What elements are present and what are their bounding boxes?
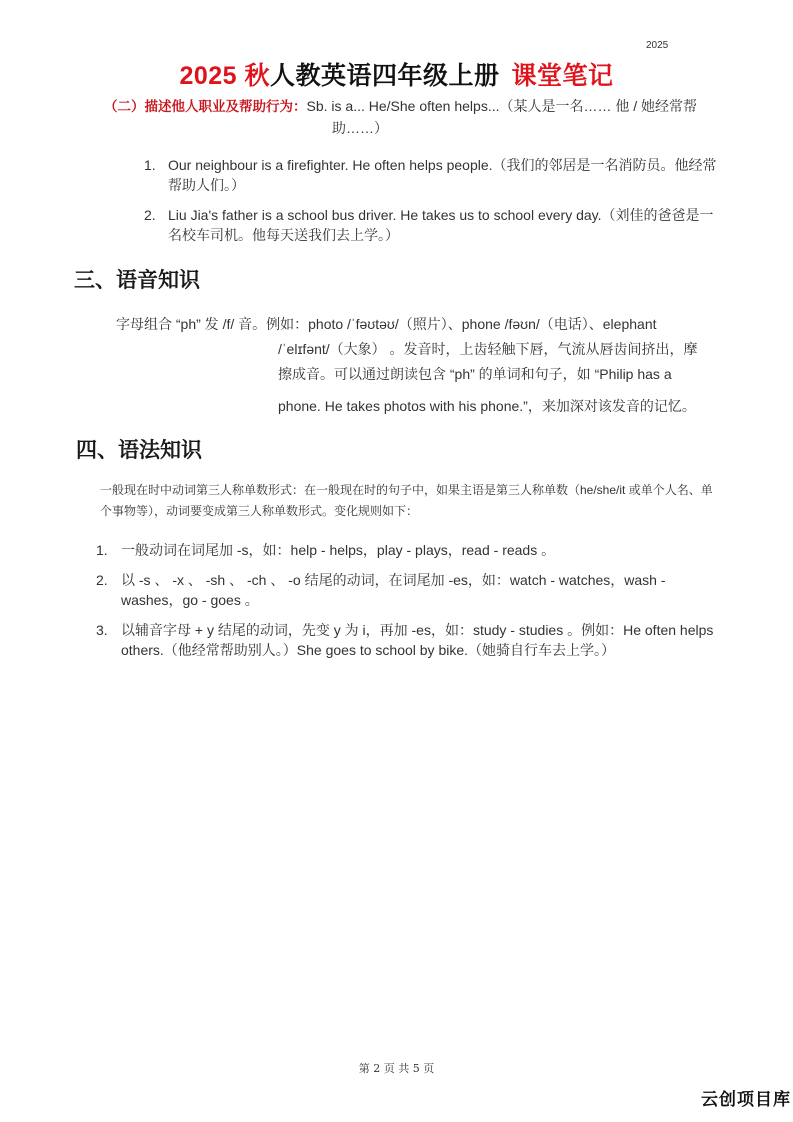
phonetics-line: 字母组合 “ph” 发 /f/ 音。例如：photo /ˈfəʊtəʊ/（照片）、phone /fəʊn/（电话）、elephant (116, 316, 657, 332)
grammar-intro: 一般现在时中动词第三人称单数形式：在一般现在时的句子中，如果主语是第三人称单数（he/she/it 或单个人名、单个事物等），动词要变成第三人称单数形式。变化规则如下： (100, 483, 713, 518)
year-tag: 2025 (646, 40, 669, 51)
list-item (140, 205, 725, 245)
page-title (0, 56, 793, 92)
phonetics-paragraph (116, 312, 728, 419)
grammar-heading: 四、语法知识 (76, 437, 202, 462)
list-item (96, 620, 724, 660)
rule-text: 一般动词在词尾加 -s，如：help - helps，play - plays，read - reads 。 (121, 542, 556, 558)
list-number: 2. (96, 572, 108, 588)
phonetics-line: phone. He takes photos with his phone.”，来加深对该发音的记忆。 (278, 398, 696, 414)
subsection-lead: （二）描述他人职业及帮助行为： (104, 99, 307, 115)
rule-text: 以辅音字母 + y 结尾的动词，先变 y 为 i，再加 -es，如：study - studies 。例如：He often helps others.（他经常帮助别人。）She goes to school by bike.（她骑自行车去上学。） (121, 622, 714, 658)
example-list (140, 155, 725, 255)
title-notes: 课堂笔记 (511, 62, 614, 90)
grammar-rules-list (96, 540, 724, 670)
title-book: 人教英语四年级上册 (270, 62, 500, 90)
list-item (96, 540, 724, 560)
rule-text: 以 -s 、 -x 、 -sh 、 -ch 、 -o 结尾的动词，在词尾加 -es，如：watch - watches，wash - washes，go - goes 。 (121, 572, 666, 608)
page-footer: 第 2 页 共 5 页 (358, 1062, 435, 1075)
list-number: 3. (96, 622, 108, 638)
list-number: 1. (144, 157, 156, 173)
list-item (140, 155, 725, 195)
subsection-heading (104, 96, 724, 139)
example-text: Liu Jia's father is a school bus driver. He takes us to school every day.（刘佳的爸爸是一名校车司机。他每天送我们去上学。） (168, 207, 714, 243)
title-year: 2025 秋 (179, 62, 271, 90)
list-item (96, 570, 724, 610)
phonetics-line: 擦成音。可以通过朗读包含 “ph” 的单词和句子，如 “Philip has a (278, 366, 672, 382)
phonetics-line: /ˈelɪfənt/（大象） 。发音时，上齿轻触下唇，气流从唇齿间挤出，摩 (278, 341, 698, 357)
list-number: 2. (144, 207, 156, 223)
example-text: Our neighbour is a firefighter. He often helps people.（我们的邻居是一名消防员。他经常帮助人们。） (168, 157, 717, 193)
watermark: 云创项目库 (701, 1090, 791, 1110)
subsection-pattern: Sb. is a... He/She often helps...（某人是一名…… 他 / 她经常帮 (306, 98, 698, 114)
subsection-pattern-cont: 助……） (332, 120, 388, 136)
list-number: 1. (96, 542, 108, 558)
phonetics-heading: 三、语音知识 (74, 267, 200, 292)
